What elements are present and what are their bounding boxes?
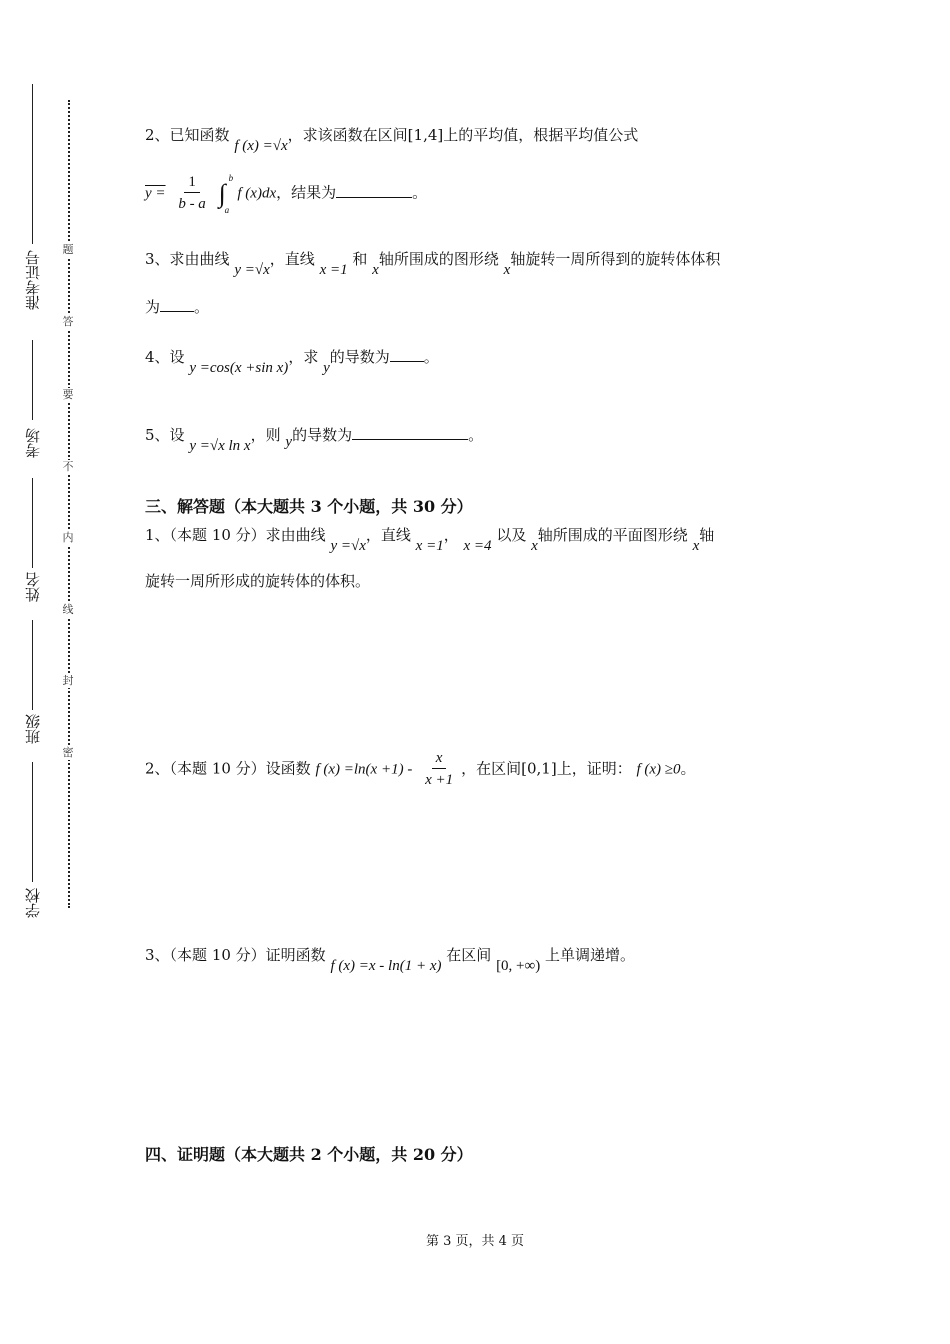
question-text: 。 (468, 426, 484, 444)
line-formula: x =1 (415, 538, 444, 554)
seal-char: 不 (60, 460, 76, 474)
question-text: 的导数为 (292, 426, 353, 444)
section-heading: 四、证明题（本大题共 2 个小题，共 20 分） (145, 1145, 473, 1164)
interval-formula: [0, +∞) (496, 958, 541, 974)
var-y: y (285, 434, 293, 450)
seal-dotted-line (68, 100, 70, 908)
answer-blank[interactable] (336, 183, 412, 198)
question-fill-2 (145, 124, 639, 154)
binding-line (32, 478, 33, 568)
mean-numerator: 1 (184, 172, 200, 193)
question-number: 2、 (145, 759, 170, 778)
question-text: 轴 (699, 526, 715, 544)
integral-upper: b (228, 172, 234, 183)
seal-char: 密 (60, 746, 76, 760)
seal-char: 题 (60, 243, 76, 257)
integral-symbol: ∫ (218, 178, 226, 208)
seal-char: 答 (60, 315, 76, 329)
question-text: ，求 (288, 348, 319, 366)
question-text: 求由曲线 (169, 250, 230, 268)
function-formula: y =√x ln x (189, 438, 251, 454)
question-text: 。 (423, 348, 439, 366)
question-text: ，求该函数在区间[1,4]上的平均值，根据平均值公式 (287, 126, 639, 144)
exam-id-label: 准考证号 (24, 250, 42, 310)
var-y: y (323, 360, 330, 376)
binding-line (32, 762, 33, 882)
integrand: f (x)dx (237, 185, 277, 202)
question-text: 轴所围成的图形绕 (378, 250, 499, 268)
answer-blank[interactable] (160, 297, 194, 312)
curve-formula: y =√x (330, 538, 366, 554)
seal-char: 要 (60, 388, 76, 402)
question-text: ，直线 (365, 526, 411, 544)
question-number: 3、 (145, 946, 170, 964)
question-solve-2 (145, 748, 696, 791)
fraction-denominator: x +1 (425, 772, 454, 788)
axis-var: x (372, 262, 379, 278)
function-formula: f (x) =√x (234, 138, 288, 154)
claim-formula: f (x) ≥0 (636, 761, 681, 778)
question-text: ，结果为 (276, 183, 337, 202)
question-text: （本题 10 分）求由曲线 (169, 526, 326, 544)
school-label: 学校 (24, 888, 42, 918)
seal-char: 封 (60, 674, 76, 688)
question-text: 。 (680, 759, 696, 778)
question-text: 以及 (496, 526, 527, 544)
exam-room-label: 考场 (24, 428, 42, 458)
class-label: 班级 (24, 714, 42, 744)
axis-var: x (531, 538, 538, 554)
mean-fraction (174, 172, 210, 215)
axis-var: x (692, 538, 700, 554)
question-text: 轴旋转一周所得到的旋转体体积 (510, 250, 721, 268)
question-text: 已知函数 (169, 126, 230, 144)
question-fill-3-cont (145, 296, 209, 317)
question-solve-3 (145, 944, 636, 974)
question-text: （本题 10 分）证明函数 (169, 946, 326, 964)
question-text: 旋转一周所形成的旋转体的体积。 (145, 572, 371, 590)
question-fill-4 (145, 346, 439, 376)
page-number: 第 3 页，共 4 页 (425, 1234, 525, 1249)
answer-blank[interactable] (352, 425, 468, 440)
question-fill-5 (145, 424, 484, 454)
mean-lhs: y = (145, 185, 166, 202)
question-text: 和 (352, 250, 368, 268)
line-formula: x =1 (319, 262, 348, 278)
question-solve-1 (145, 524, 715, 554)
integral-lower: a (224, 204, 230, 215)
binding-line (32, 340, 33, 420)
question-number: 4、 (145, 348, 170, 366)
question-text: 轴所围成的平面图形绕 (537, 526, 688, 544)
mean-value-formula (145, 172, 427, 215)
question-text: 设 (169, 348, 185, 366)
answer-blank[interactable] (390, 347, 424, 362)
question-number: 1、 (145, 526, 170, 544)
binding-line (32, 84, 33, 244)
question-number: 5、 (145, 426, 170, 444)
question-text: ，则 (250, 426, 281, 444)
fraction-numerator: x (432, 748, 447, 769)
question-text: （本题 10 分）设函数 (169, 759, 311, 778)
question-text: 在区间 (446, 946, 492, 964)
question-text: ，直线 (269, 250, 315, 268)
axis-var: x (503, 262, 511, 278)
question-text: 设 (169, 426, 185, 444)
question-text: 为 (145, 298, 161, 316)
mean-denominator: b - a (178, 196, 206, 212)
question-text: 。 (412, 183, 428, 202)
question-text: ， (443, 526, 459, 544)
integral-sign (218, 172, 234, 215)
question-text: ，在区间[0,1]上，证明： (461, 759, 632, 778)
function-formula: f (x) =ln(x +1) - (315, 761, 413, 778)
function-formula: y =cos(x +sin x) (189, 360, 289, 376)
fraction (421, 748, 457, 791)
section-heading: 三、解答题（本大题共 3 个小题，共 30 分） (145, 497, 473, 516)
question-number: 3、 (145, 250, 170, 268)
question-text: 上单调递增。 (545, 946, 636, 964)
function-formula: f (x) =x - ln(1 + x) (330, 958, 442, 974)
seal-char: 线 (60, 603, 76, 617)
line-formula: x =4 (463, 538, 492, 554)
question-text: 的导数为 (329, 348, 390, 366)
name-label: 姓名 (24, 572, 42, 602)
question-fill-3 (145, 248, 721, 278)
question-solve-1-cont (145, 570, 370, 591)
question-text: 。 (194, 298, 210, 316)
curve-formula: y =√x (234, 262, 270, 278)
binding-line (32, 620, 33, 710)
seal-char: 内 (60, 531, 76, 545)
question-number: 2、 (145, 126, 170, 144)
